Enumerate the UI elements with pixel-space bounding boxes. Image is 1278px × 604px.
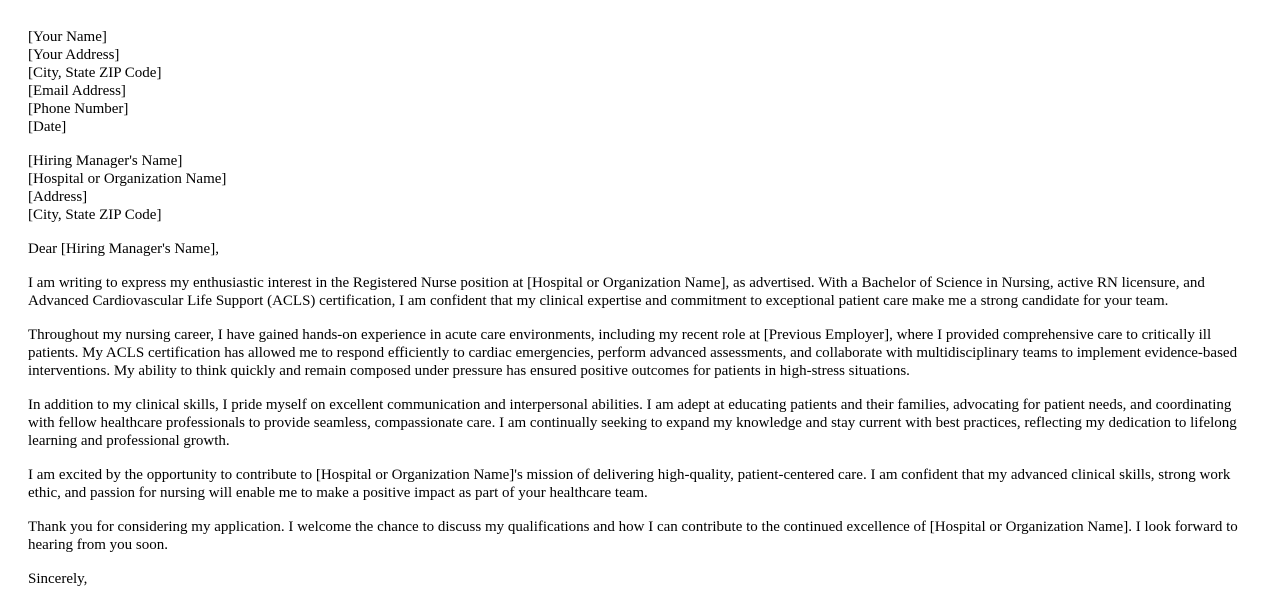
body-paragraph-1: I am writing to express my enthusiastic interest in the Registered Nurse position at [Hospital or Organization Name], as advertised. With a Bachelor of Science in Nursing, active RN licensure, and Advanced Cardiovascular Life Support (ACLS) certification, I am confident that my clinical expertise and commitment to exceptional patient care make me a strong candidate for your team. (28, 275, 1205, 309)
sender-name: [Your Name] (28, 29, 107, 45)
letter-date: [Date] (28, 119, 67, 135)
body-paragraph-2: Throughout my nursing career, I have gained hands-on experience in acute care environments, including my recent role at [Previous Employer], where I provided comprehensive care to critically ill patients. My ACLS certification has allowed me to respond efficiently to cardiac emergencies, perform advanced assessments, and collaborate with multidisciplinary teams to implement evidence-based interventions. My ability to think quickly and remain composed under pressure has ensured positive outcomes for patients in high-stress situations. (28, 327, 1238, 379)
sender-address: [Your Address] (28, 47, 120, 63)
sender-email: [Email Address] (28, 83, 126, 99)
sender-phone: [Phone Number] (28, 101, 129, 117)
salutation: Dear [Hiring Manager's Name], (28, 241, 219, 257)
body-paragraph-5: Thank you for considering my application. I welcome the chance to discuss my qualifications and how I can contribute to the continued excellence of [Hospital or Organization Name]. I look forward to hearing from you soon. (28, 519, 1238, 553)
sender-city-state-zip: [City, State ZIP Code] (28, 65, 162, 81)
recipient-city-state-zip: [City, State ZIP Code] (28, 207, 162, 223)
recipient-name: [Hiring Manager's Name] (28, 153, 183, 169)
body-paragraph-3: In addition to my clinical skills, I pride myself on excellent communication and interpersonal abilities. I am adept at educating patients and their families, advocating for patient needs, and coordinating with fellow healthcare professionals to provide seamless, compassionate care. I am continually seeking to expand my knowledge and stay current with best practices, reflecting my dedication to lifelong learning and professional growth. (28, 397, 1237, 449)
sender-block (28, 28, 1250, 136)
body-paragraph-4: I am excited by the opportunity to contribute to [Hospital or Organization Name]'s mission of delivering high-quality, patient-centered care. I am confident that my advanced clinical skills, strong work ethic, and passion for nursing will enable me to make a positive impact as part of your healthcare team. (28, 467, 1231, 501)
recipient-block (28, 152, 1250, 224)
cover-letter (28, 28, 1250, 604)
recipient-organization: [Hospital or Organization Name] (28, 171, 227, 187)
recipient-address: [Address] (28, 189, 88, 205)
closing: Sincerely, (28, 571, 88, 587)
